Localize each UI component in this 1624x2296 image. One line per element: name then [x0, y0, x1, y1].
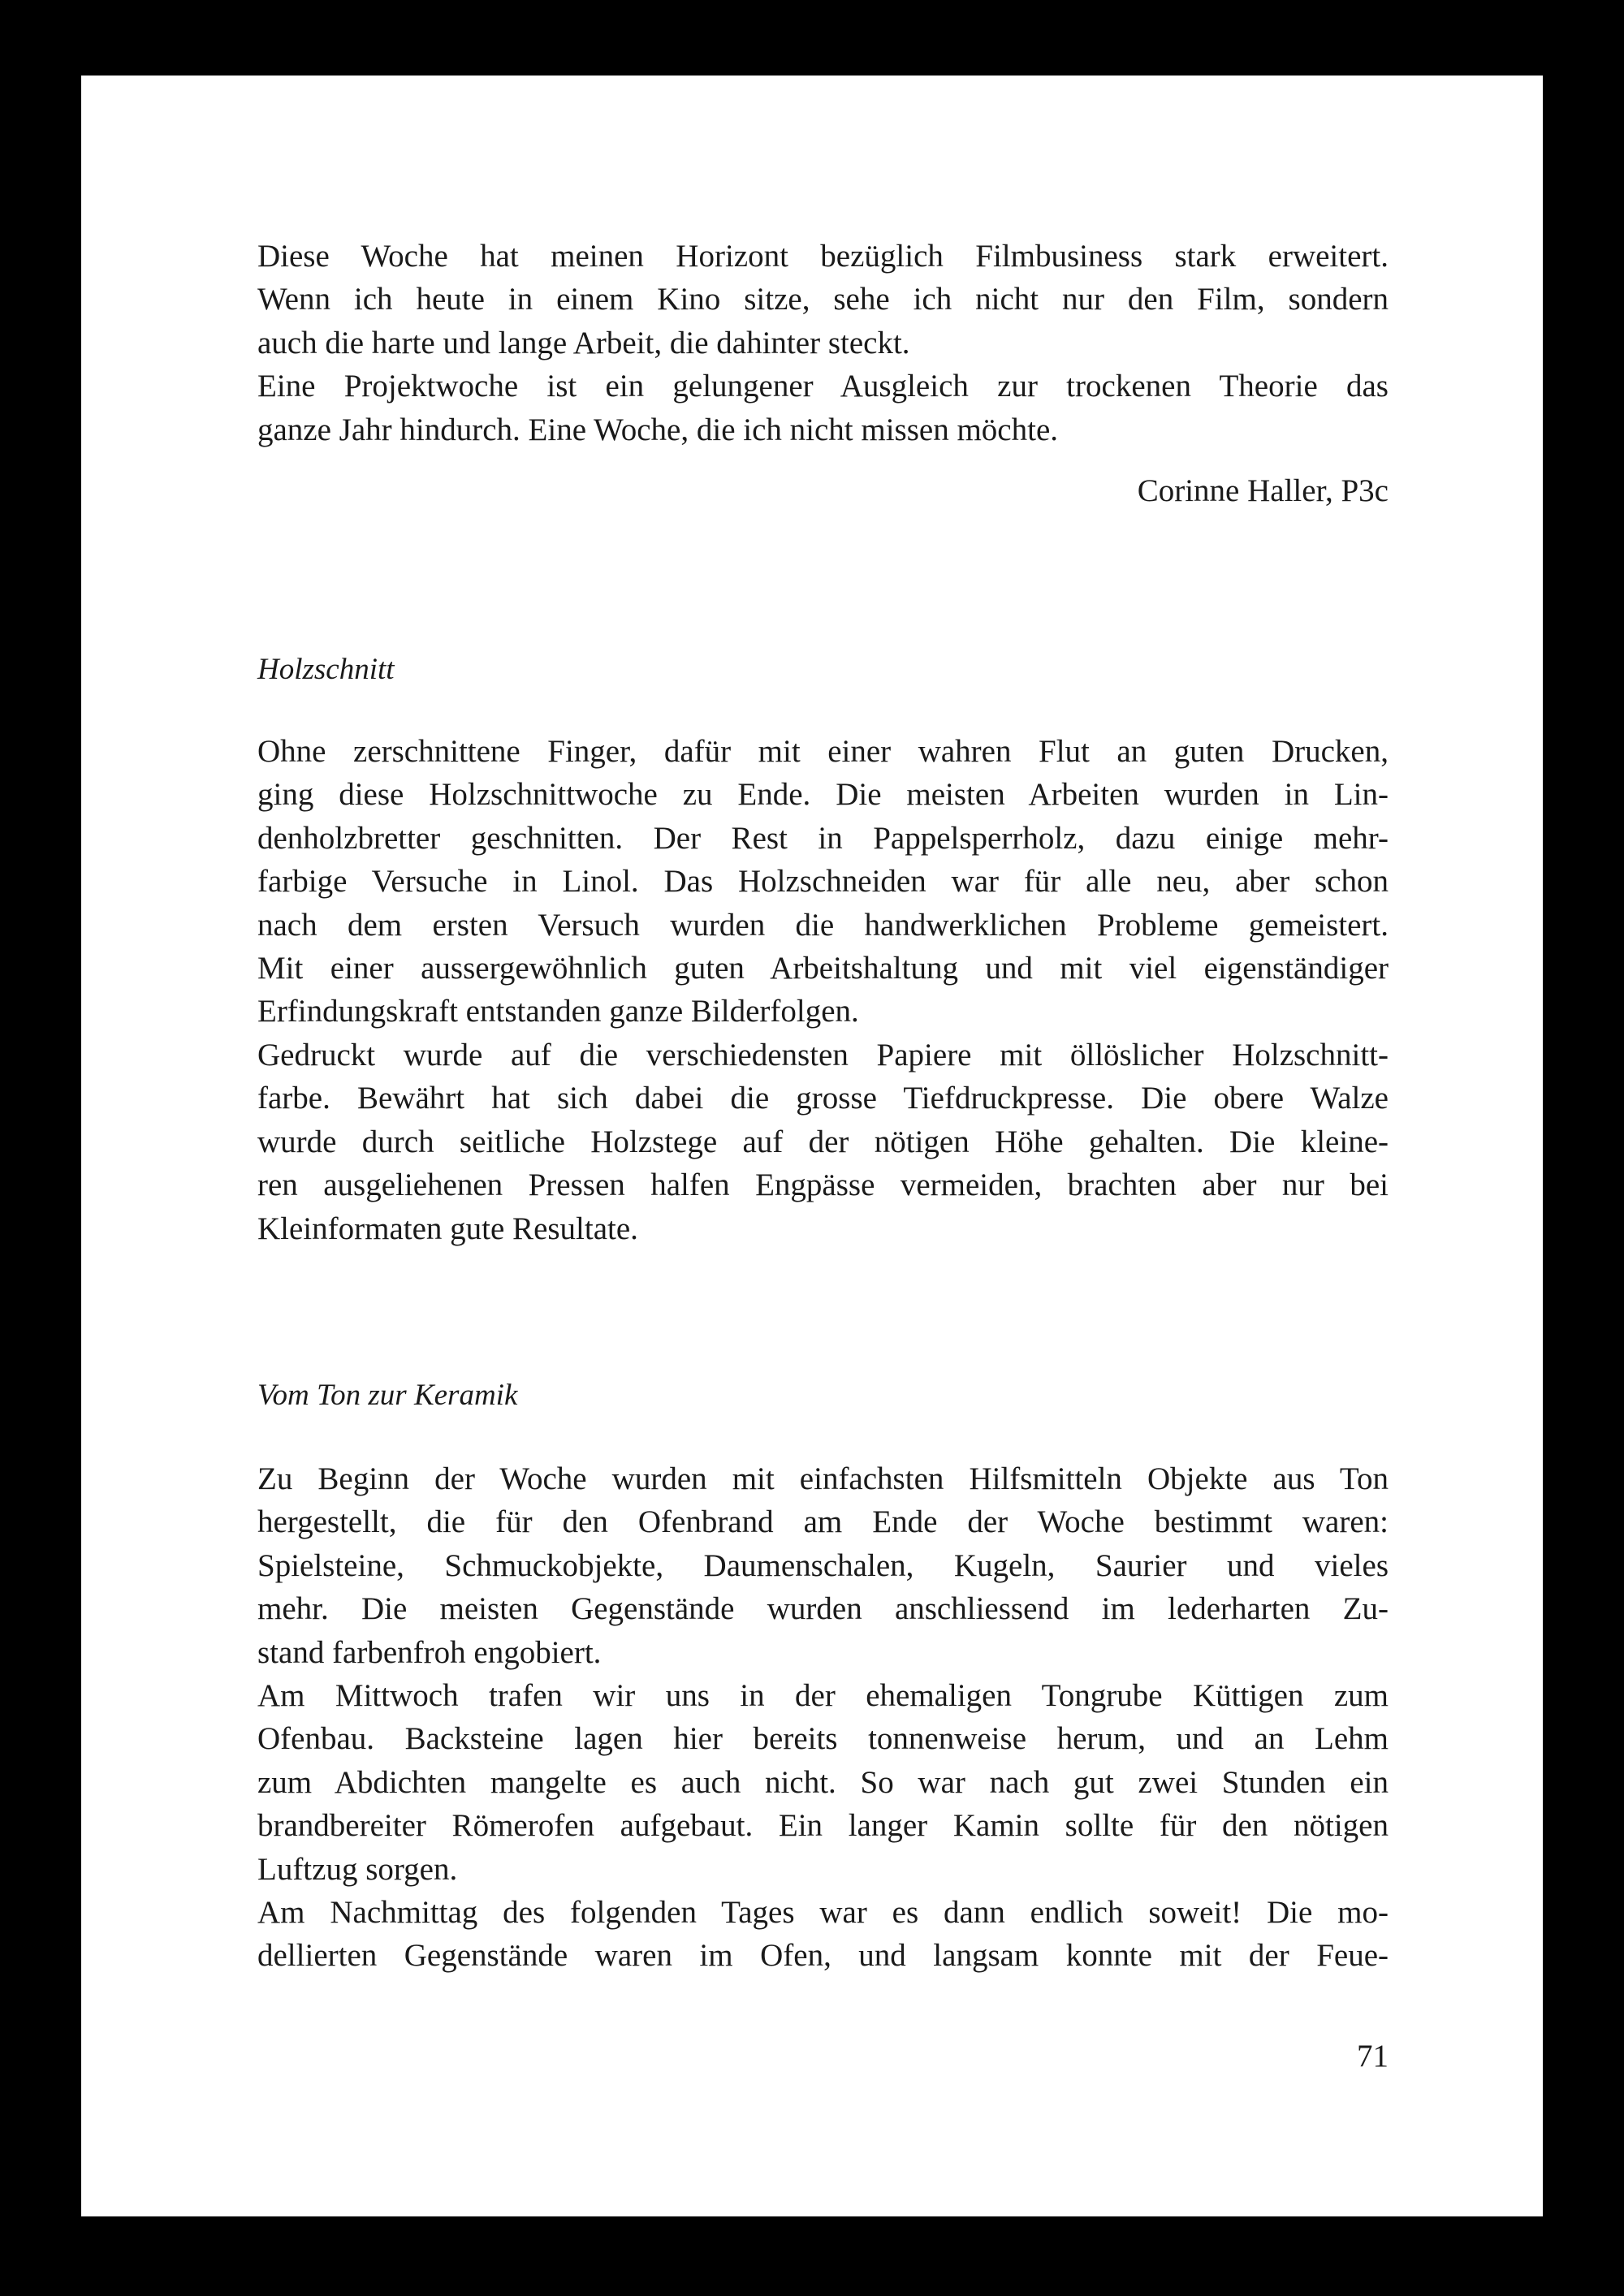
intro-paragraph [257, 235, 1389, 451]
section-heading-keramik: Vom Ton zur Keramik [257, 1378, 518, 1412]
text-line: Spielsteine, Schmuckobjekte, Daumenschalen, Kugeln, Saurier und vieles [257, 1547, 1389, 1583]
text-line: Diese Woche hat meinen Horizont bezüglich Filmbusiness stark erweitert. [257, 239, 1389, 274]
text-line: Wenn ich heute in einem Kino sitze, sehe ich nicht nur den Film, sondern [257, 282, 1389, 317]
text-line: Erfindungskraft entstanden ganze Bilderfolgen. [257, 994, 859, 1029]
text-line: Eine Projektwoche ist ein gelungener Ausgleich zur trockenen Theorie das [257, 369, 1389, 404]
text-line: Zu Beginn der Woche wurden mit einfachsten Hilfsmitteln Objekte aus Ton [257, 1461, 1389, 1496]
text-line: ren ausgeliehenen Pressen halfen Engpässe vermeiden, brachten aber nur bei [257, 1167, 1389, 1203]
text-line: Am Nachmittag des folgenden Tages war es dann endlich soweit! Die mo- [257, 1894, 1389, 1930]
section-heading-holzschnitt: Holzschnitt [257, 653, 395, 687]
text-line: Ofenbau. Backsteine lagen hier bereits tonnenweise herum, und an Lehm [257, 1721, 1389, 1757]
text-line: farbige Versuche in Linol. Das Holzschneiden war für alle neu, aber schon [257, 864, 1389, 900]
text-line: Kleinformaten gute Resultate. [257, 1211, 638, 1246]
text-line: Ohne zerschnittene Finger, dafür mit einer wahren Flut an guten Drucken, [257, 734, 1389, 770]
text-line: nach dem ersten Versuch wurden die handwerklichen Probleme gemeistert. [257, 907, 1389, 943]
text-line: Gedruckt wurde auf die verschiedensten Papiere mit öllöslicher Holzschnitt- [257, 1037, 1389, 1072]
page-number: 71 [1357, 2039, 1389, 2074]
text-line: hergestellt, die für den Ofenbrand am Ende der Woche bestimmt waren: [257, 1504, 1389, 1540]
author-signature: Corinne Haller, P3c [1137, 473, 1389, 509]
text-line: auch die harte und lange Arbeit, die dahinter steckt. [257, 325, 910, 360]
text-line: denholzbretter geschnitten. Der Rest in Pappelsperrholz, dazu einige mehr- [257, 820, 1389, 856]
text-line: Am Mittwoch trafen wir uns in der ehemaligen Tongrube Küttigen zum [257, 1677, 1389, 1713]
text-line: zum Abdichten mangelte es auch nicht. So war nach gut zwei Stunden ein [257, 1764, 1389, 1800]
text-line: ging diese Holzschnittwoche zu Ende. Die meisten Arbeiten wurden in Lin- [257, 777, 1389, 813]
page-content [257, 235, 1389, 1978]
text-line: Mit einer aussergewöhnlich guten Arbeitshaltung und mit viel eigenständiger [257, 951, 1389, 986]
holzschnitt-paragraph [257, 730, 1389, 1250]
text-line: mehr. Die meisten Gegenstände wurden anschliessend im lederharten Zu- [257, 1591, 1389, 1627]
text-line: Luftzug sorgen. [257, 1851, 458, 1887]
keramik-paragraph [257, 1457, 1389, 1978]
text-line: ganze Jahr hindurch. Eine Woche, die ich nicht missen möchte. [257, 412, 1059, 447]
text-line: brandbereiter Römerofen aufgebaut. Ein langer Kamin sollte für den nötigen [257, 1808, 1389, 1844]
text-line: farbe. Bewährt hat sich dabei die grosse Tiefdruckpresse. Die obere Walze [257, 1081, 1389, 1116]
document-page [81, 76, 1543, 2216]
text-line: dellierten Gegenstände waren im Ofen, und langsam konnte mit der Feue- [257, 1938, 1389, 1974]
text-line: stand farbenfroh engobiert. [257, 1634, 602, 1670]
text-line: wurde durch seitliche Holzstege auf der nötigen Höhe gehalten. Die kleine- [257, 1124, 1389, 1159]
